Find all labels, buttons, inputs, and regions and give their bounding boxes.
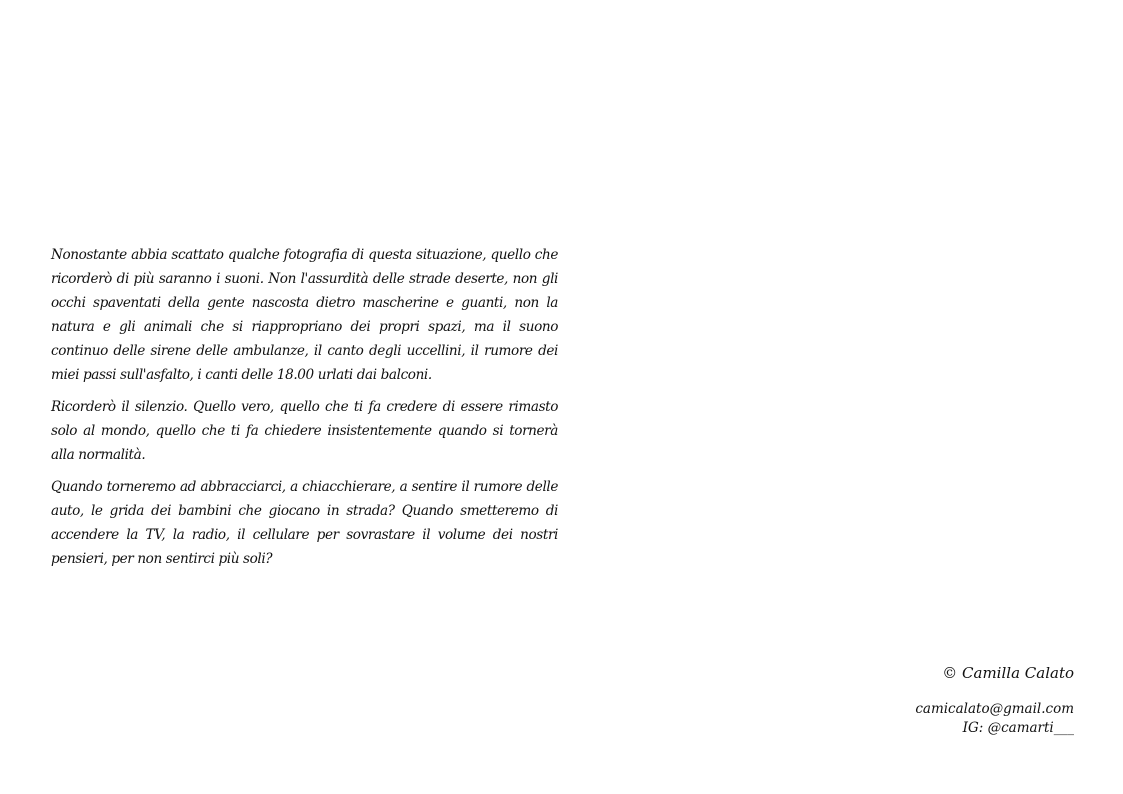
- paragraph-suoni: Nonostante abbia scattato qualche fotografia di questa situazione, quello che ricorderò di più saranno i suoni. Non l'assurdità delle strade deserte, non gli occhi spaventati della gente nascosta dietro mascherine e guanti, non la natura e gli animali che si riappropriano dei propri spazi, ma il suono continuo delle sirene delle ambulanze, il canto degli uccellini, il rumore dei miei passi sull'asfalto, i canti delle 18.00 urlati dai balconi.: [51, 247, 558, 383]
- instagram-handle: IG: @camarti___: [962, 720, 1074, 736]
- paragraph-domande: Quando torneremo ad abbracciarci, a chiacchierare, a sentire il rumore delle auto, le grida dei bambini che giocano in strada? Quando smetteremo di accendere la TV, la radio, il cellulare per sovrastare il volume dei nostri pensieri, per non sentirci più soli?: [51, 479, 558, 567]
- copyright-line: © Camilla Calato: [942, 664, 1074, 682]
- author-credits: [774, 662, 1074, 738]
- paragraph-silenzio: Ricorderò il silenzio. Quello vero, quello che ti fa credere di essere rimasto solo al mondo, quello che ti fa chiedere insistentemente quando si tornerà alla normalità.: [51, 399, 558, 463]
- body-text: [51, 243, 558, 579]
- email-line: camicalato@gmail.com: [915, 701, 1074, 717]
